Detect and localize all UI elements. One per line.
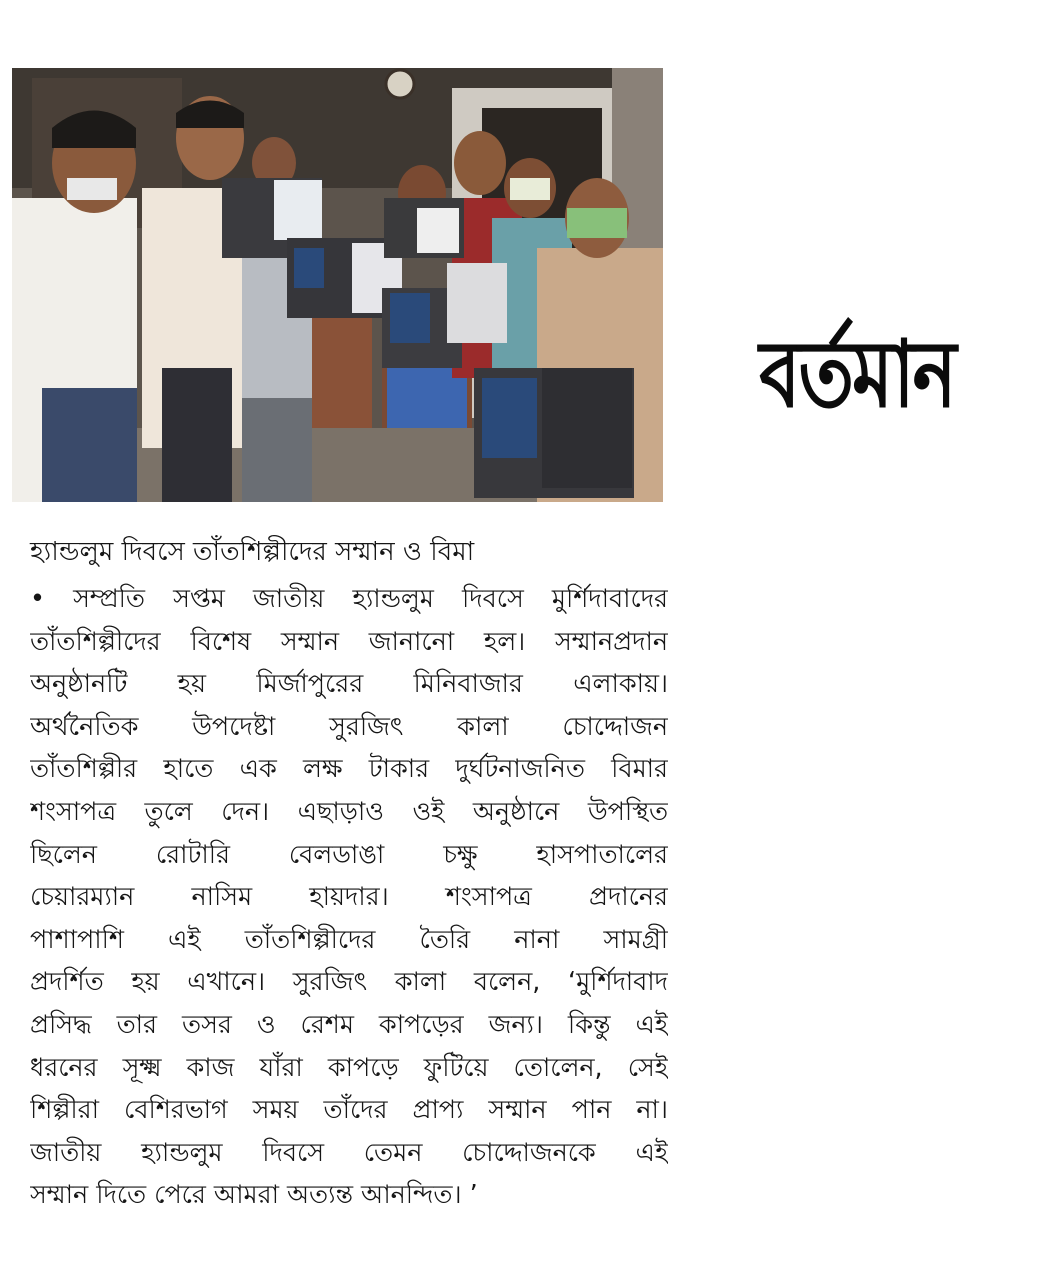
article-line: তাঁতশিল্পীর হাতে এক লক্ষ টাকার দুর্ঘটনাজনিত বিমার	[30, 753, 668, 784]
article-line: শংসাপত্র তুলে দেন। এছাড়াও ওই অনুষ্ঠানে উপস্থিত	[30, 795, 668, 826]
article-line: প্রদর্শিত হয় এখানে। সুরজিৎ কালা বলেন, ‘মুর্শিদাবাদ	[30, 966, 668, 997]
article-line: প্রসিদ্ধ তার তসর ও রেশম কাপড়ের জন্য। কিন্তু এই	[30, 1008, 668, 1039]
news-photo	[12, 68, 663, 502]
article-line: শিল্পীরা বেশিরভাগ সময় তাঁদের প্রাপ্য সম্মান পান না।	[30, 1094, 668, 1125]
article-line: অর্থনৈতিক উপদেষ্টা সুরজিৎ কালা চোদ্দোজন	[30, 710, 668, 741]
article-line: তাঁতশিল্পীদের বিশেষ সম্মান জানানো হল। সম্মানপ্রদান	[30, 625, 668, 656]
article-line: • সম্প্রতি সপ্তম জাতীয় হ্যান্ডলুম দিবসে মুর্শিদাবাদের	[30, 583, 668, 613]
article-line: সম্মান দিতে পেরে আমরা অত্যন্ত আনন্দিত। ’	[30, 1179, 478, 1210]
article-line: চেয়ারম্যান নাসিম হায়দার। শংসাপত্র প্রদানের	[30, 881, 668, 912]
article-line: জাতীয় হ্যান্ডলুম দিবসে তেমন চোদ্দোজনকে এই	[30, 1136, 668, 1167]
article-line: ধরনের সূক্ষ্ম কাজ যাঁরা কাপড়ে ফুটিয়ে তোলেন, সেই	[30, 1051, 668, 1082]
photo-illustration	[12, 68, 663, 502]
article-body	[30, 577, 668, 1216]
article-headline: হ্যান্ডলুম দিবসে তাঁতশিল্পীদের সম্মান ও বিমা	[30, 537, 475, 567]
article-line: অনুষ্ঠানটি হয় মির্জাপুরের মিনিবাজার এলাকায়।	[30, 668, 668, 699]
newspaper-masthead: বর্তমান	[759, 320, 955, 428]
article-line: পাশাপাশি এই তাঁতশিল্পীদের তৈরি নানা সামগ্রী	[30, 923, 668, 954]
article-line: ছিলেন রোটারি বেলডাঙা চক্ষু হাসপাতালের	[30, 838, 668, 869]
